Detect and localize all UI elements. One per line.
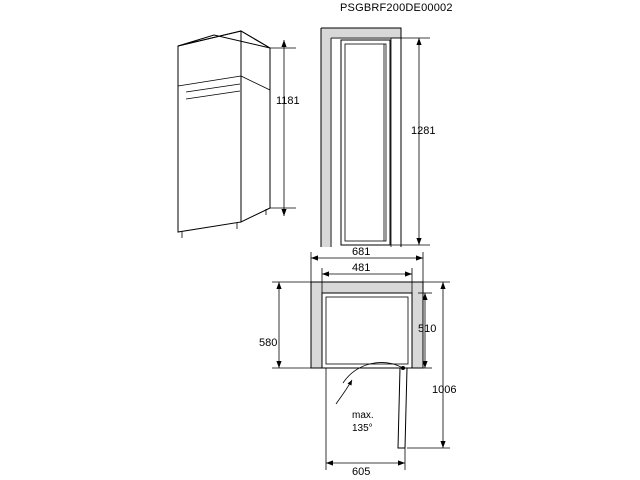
dimension-appliance-width: 481 [352,262,371,274]
perspective-view [178,31,296,238]
dimension-niche-width: 681 [352,246,371,258]
document-code: PSGBRF200DE00002 [340,2,453,14]
top-plan-view [272,252,450,470]
dimension-door-open-depth: 1006 [432,384,457,396]
door-angle-label-line2: 135° [352,423,373,434]
dimension-appliance-depth: 510 [418,323,437,335]
front-niche-view [321,28,430,247]
dimension-appliance-height: 1181 [276,95,300,107]
dimension-niche-height: 1281 [411,125,436,137]
dimension-niche-depth: 580 [259,337,278,349]
door-angle-label-line1: max. [352,410,374,421]
dimension-door-open-width: 605 [352,466,371,478]
